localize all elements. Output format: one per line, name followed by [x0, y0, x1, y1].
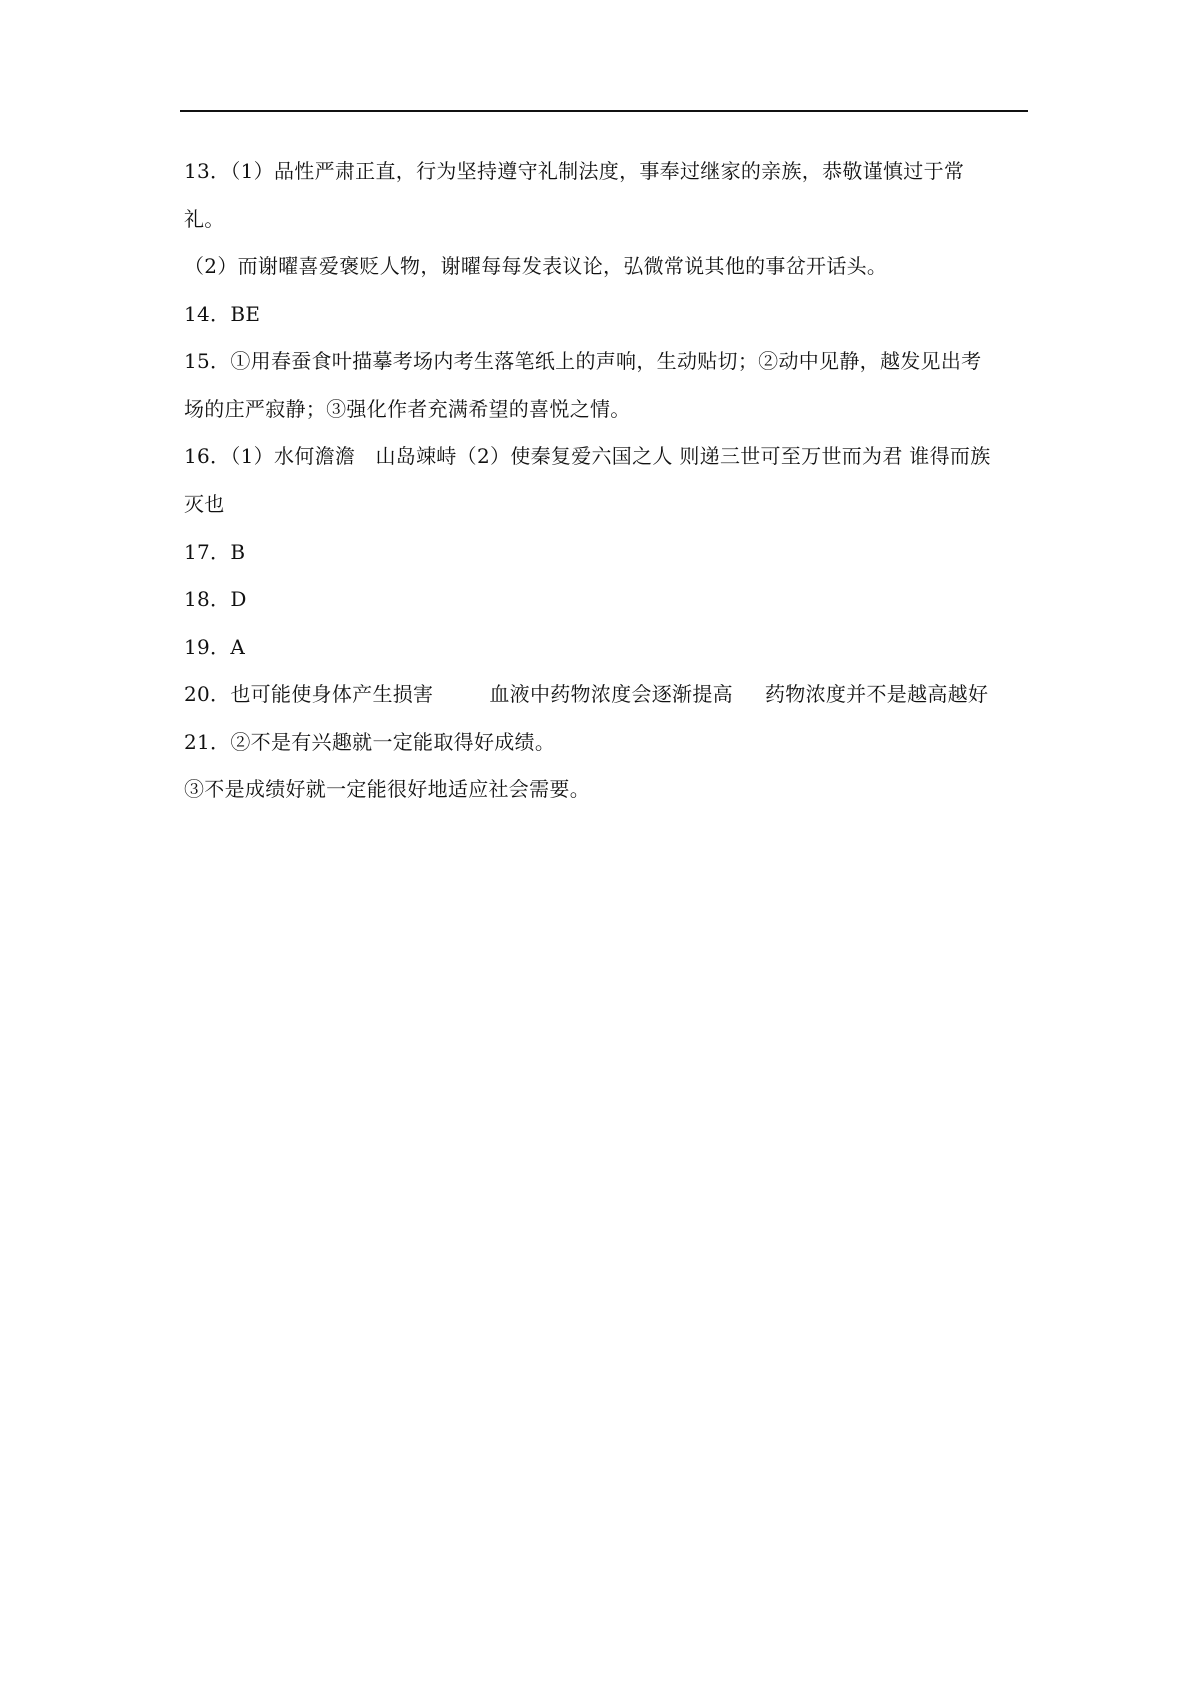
answer-13-line-3: （2）而谢曜喜爱褒贬人物，谢曜每每发表议论，弘微常说其他的事岔开话头。 — [184, 254, 888, 278]
answer-20-part-2: 血液中药物浓度会逐渐提高 — [489, 682, 733, 706]
answer-21-line-1: 21．②不是有兴趣就一定能取得好成绩。 — [184, 730, 556, 754]
answer-16-line-2: 灭也 — [184, 492, 225, 516]
answer-20 — [184, 681, 1028, 707]
answer-16-line-1: 16．（1）水何澹澹 山岛竦峙（2）使秦复爱六国之人 则递三世可至万世而为君 谁得而族 — [184, 444, 991, 468]
answer-21-line-2: ③不是成绩好就一定能很好地适应社会需要。 — [184, 777, 590, 801]
answer-20-part-1: 20．也可能使身体产生损害 — [184, 682, 434, 706]
answer-15-line-2: 场的庄严寂静；③强化作者充满希望的喜悦之情。 — [184, 397, 631, 421]
answer-19: 19．A — [184, 635, 246, 659]
answer-18: 18．D — [184, 587, 247, 611]
answer-14: 14．BE — [184, 302, 261, 326]
answer-15-line-1: 15．①用春蚕食叶描摹考场内考生落笔纸上的声响，生动贴切；②动中见静，越发见出考 — [184, 349, 982, 373]
header-rule — [180, 110, 1028, 112]
answer-17: 17．B — [184, 540, 246, 564]
answer-13-line-2: 礼。 — [184, 207, 225, 231]
answer-20-part-3: 药物浓度并不是越高越好 — [764, 682, 989, 706]
answer-13-line-1: 13．（1）品性严肃正直，行为坚持遵守礼制法度，事奉过继家的亲族，恭敬谨慎过于常 — [184, 159, 965, 183]
